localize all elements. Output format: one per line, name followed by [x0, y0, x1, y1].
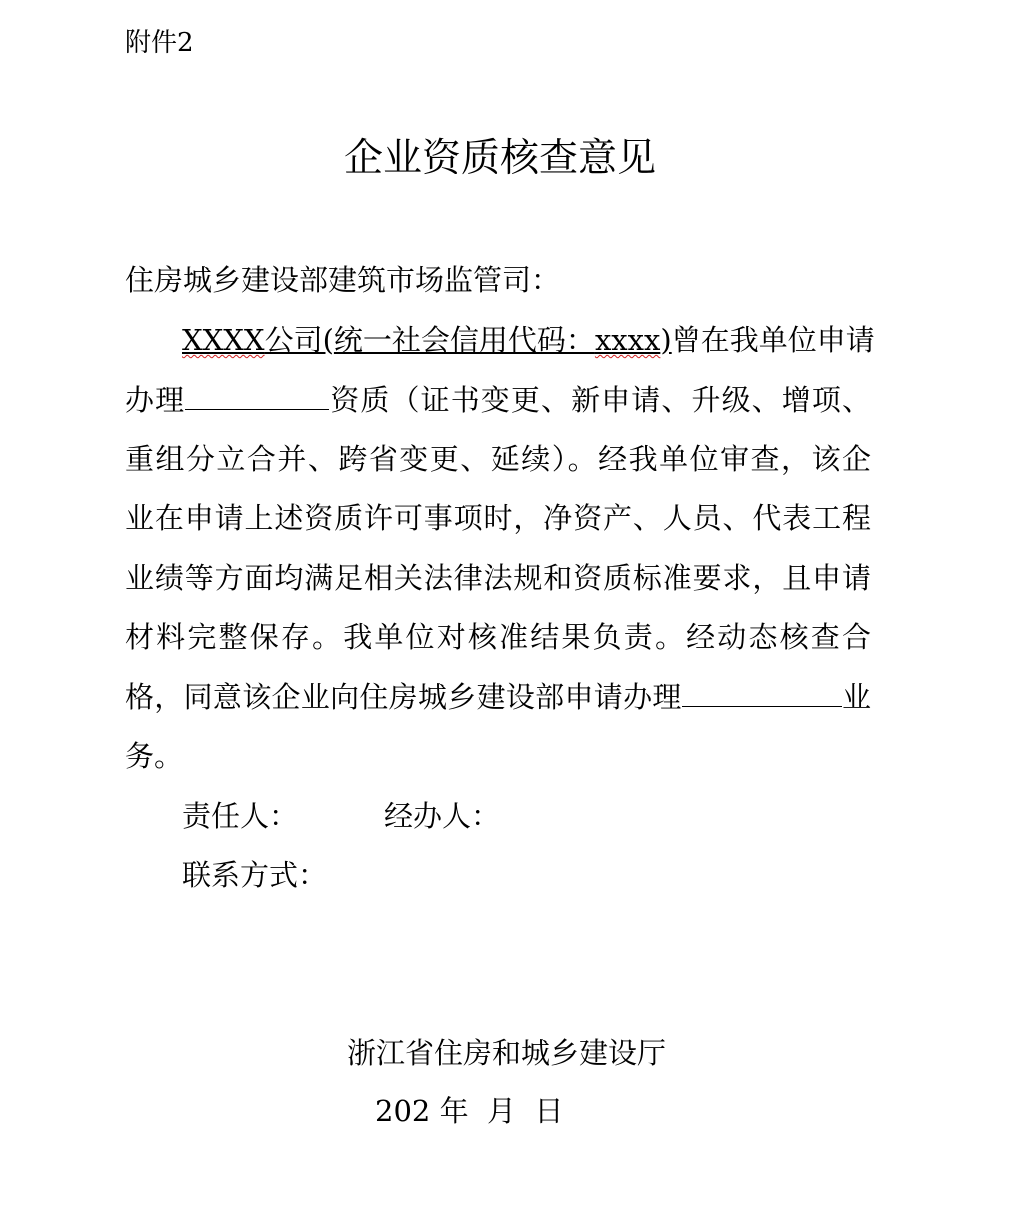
- credit-code-close: ): [660, 323, 672, 357]
- contact-label: 联系方式：: [182, 858, 328, 892]
- body-line-2-suffix: 资质（证书变更、新申请、升级、增项、: [329, 383, 871, 417]
- business-blank: [682, 676, 842, 707]
- credit-code-value: xxxx: [594, 323, 661, 357]
- issuing-authority: 浙江省住房和城乡建设厅: [347, 1036, 667, 1070]
- body-line-2: [125, 378, 871, 422]
- body-line-8: 务。: [125, 739, 184, 773]
- body-line-1: [182, 318, 875, 362]
- company-suffix: 公司(: [264, 323, 334, 357]
- body-line-2-prefix: 办理: [125, 383, 186, 417]
- salutation: 住房城乡建设部建筑市场监管司：: [125, 263, 561, 297]
- body-line-7: [125, 675, 871, 719]
- body-line-3: 重组分立合并、跨省变更、延续）。经我单位审查，该企: [125, 442, 871, 476]
- body-line-7-suffix: 业: [841, 680, 871, 714]
- attachment-label: 附件2: [125, 28, 194, 58]
- company-reference: [182, 323, 672, 357]
- body-line-7-prefix: 格，同意该企业向住房城乡建设部申请办理: [125, 680, 682, 714]
- credit-code-label: 统一社会信用代码：: [333, 323, 595, 357]
- qualification-blank: [185, 379, 329, 410]
- issue-date: 202 年 月 日: [375, 1094, 564, 1128]
- body-line-5: 业绩等方面均满足相关法律法规和资质标准要求，且申请: [125, 561, 871, 595]
- handler-label: 经办人：: [384, 799, 501, 833]
- company-name: XXXX: [182, 323, 265, 357]
- body-line-1-tail: 曾在我单位申请: [671, 323, 875, 357]
- document-title: 企业资质核查意见: [343, 136, 656, 181]
- responsible-person-label: 责任人：: [182, 799, 299, 833]
- body-line-4: 业在申请上述资质许可事项时，净资产、人员、代表工程: [125, 501, 871, 535]
- body-line-6: 材料完整保存。我单位对核准结果负责。经动态核查合: [125, 620, 871, 654]
